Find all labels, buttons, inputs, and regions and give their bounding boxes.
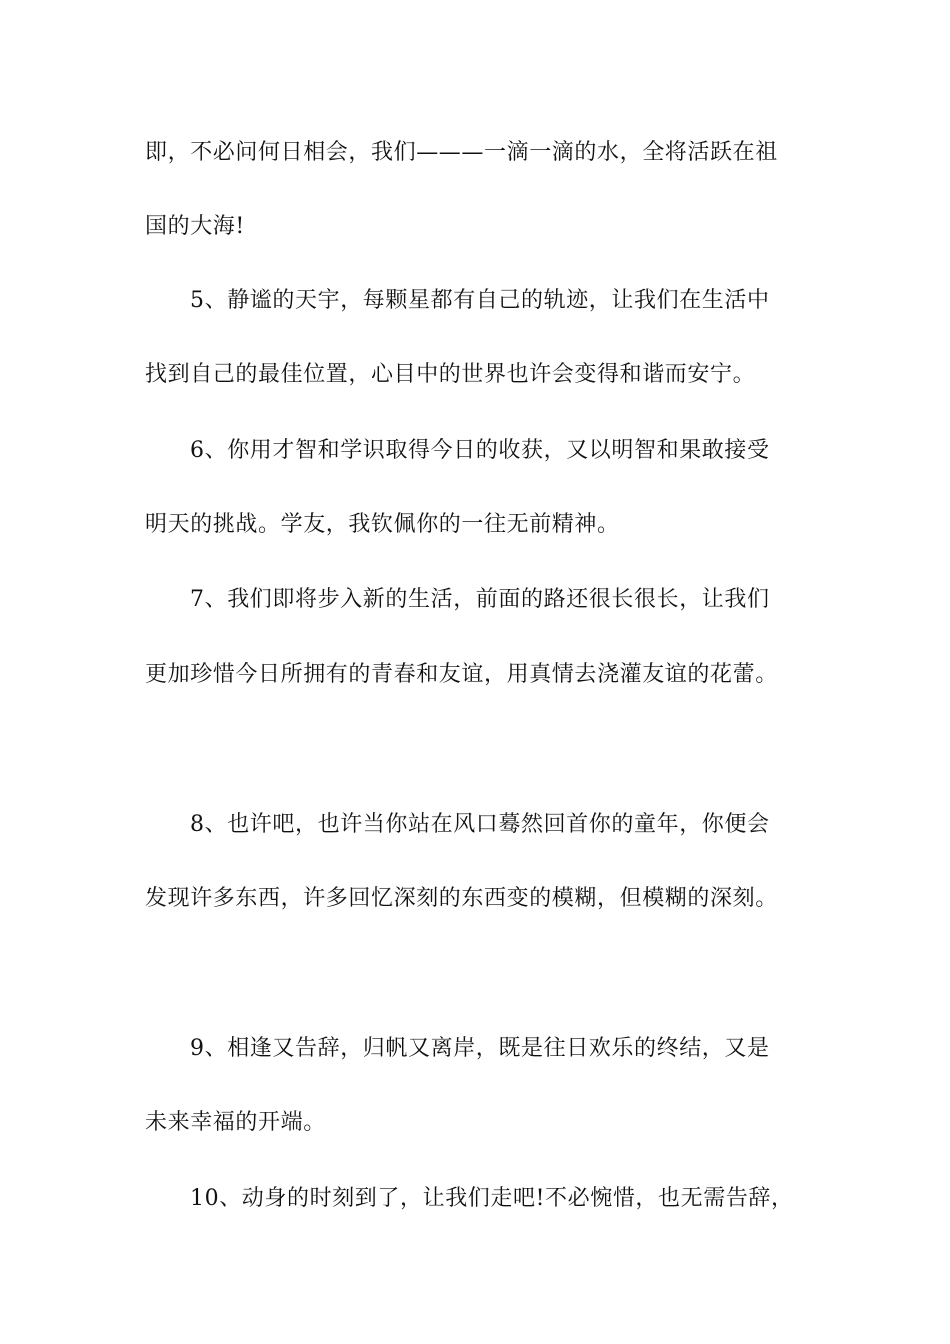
text-line: 国的大海! [145,214,245,239]
paragraph-7-start: 7、我们即将步入新的生活，前面的路还很长很长，让我们 [190,587,770,612]
text-line: 找到自己的最佳位置，心目中的世界也许会变得和谐而安宁。 [145,362,756,387]
paragraph-9-start: 9、相逢又告辞，归帆又离岸，既是往日欢乐的终结，又是 [190,1036,770,1061]
text-line: 更加珍惜今日所拥有的青春和友谊，用真情去浇灌友谊的花蕾。 [145,662,778,687]
paragraph-6-start: 6、你用才智和学识取得今日的收获，又以明智和果敢接受 [190,438,770,463]
paragraph-8-start: 8、也许吧，也许当你站在风口蓦然回首你的童年，你便会 [190,812,770,837]
text-line: 发现许多东西，许多回忆深刻的东西变的模糊，但模糊的深刻。 [145,886,778,911]
paragraph-5-start: 5、静谧的天宇，每颗星都有自己的轨迹，让我们在生活中 [190,288,770,313]
paragraph-10-start: 10、动身的时刻到了，让我们走吧!不必惋惜，也无需告辞， [190,1186,794,1211]
text-line: 未来幸福的开端。 [145,1110,326,1135]
text-line: 即，不必问何日相会，我们———一滴一滴的水，全将活跃在祖 [145,140,778,165]
text-line: 明天的挑战。学友，我钦佩你的一往无前精神。 [145,512,620,537]
